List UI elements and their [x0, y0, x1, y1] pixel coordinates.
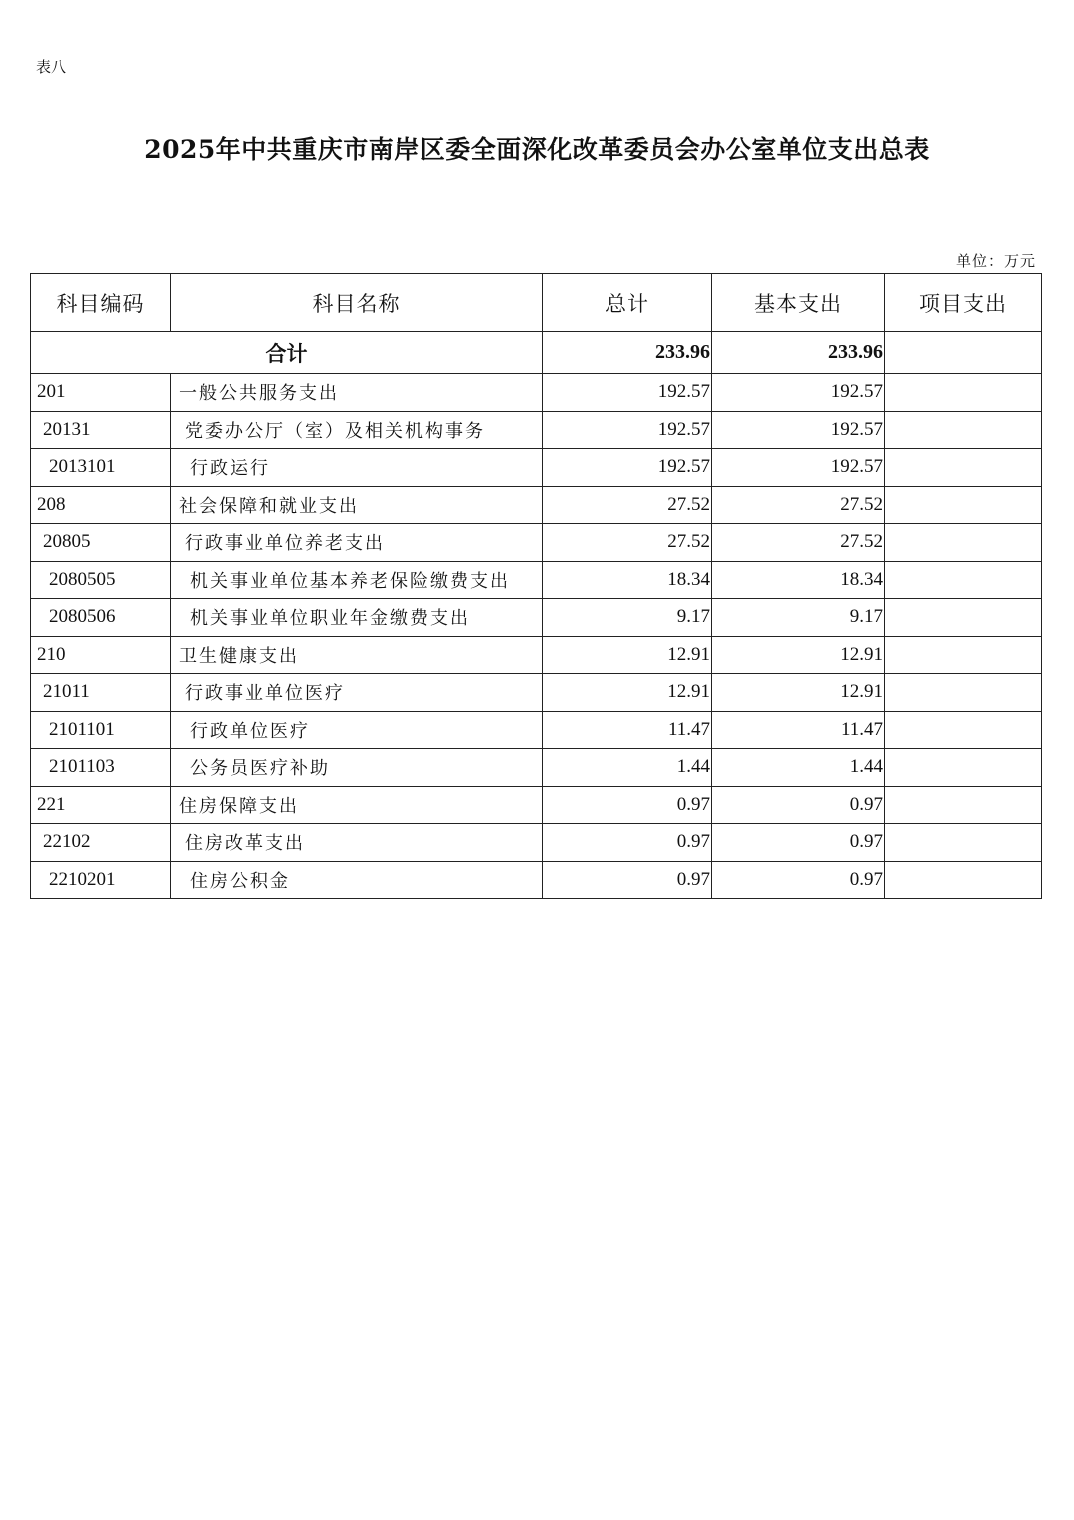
- summary-basic: 233.96: [712, 332, 885, 374]
- col-header-code: 科目编码: [31, 274, 171, 332]
- row-name: 机关事业单位基本养老保险缴费支出: [171, 561, 543, 599]
- col-header-project: 项目支出: [885, 274, 1042, 332]
- row-total: 192.57: [543, 449, 712, 487]
- row-total: 192.57: [543, 411, 712, 449]
- row-project: [885, 636, 1042, 674]
- table-row: [31, 411, 1042, 449]
- row-project: [885, 824, 1042, 862]
- summary-label: 合计: [31, 332, 543, 374]
- row-code: 2013101: [31, 449, 171, 487]
- row-total: 9.17: [543, 599, 712, 637]
- row-code: 22102: [31, 824, 171, 862]
- row-code: 201: [31, 374, 171, 412]
- col-header-basic: 基本支出: [712, 274, 885, 332]
- row-project: [885, 711, 1042, 749]
- table-row: [31, 711, 1042, 749]
- table-body: [31, 332, 1042, 899]
- row-basic: 27.52: [712, 486, 885, 524]
- table-row: [31, 749, 1042, 787]
- row-basic: 12.91: [712, 674, 885, 712]
- table-row: [31, 824, 1042, 862]
- summary-project: [885, 332, 1042, 374]
- row-project: [885, 674, 1042, 712]
- row-basic: 192.57: [712, 449, 885, 487]
- row-project: [885, 449, 1042, 487]
- row-name: 社会保障和就业支出: [171, 486, 543, 524]
- row-basic: 0.97: [712, 786, 885, 824]
- row-total: 11.47: [543, 711, 712, 749]
- row-total: 18.34: [543, 561, 712, 599]
- row-code: 2210201: [31, 861, 171, 899]
- row-code: 210: [31, 636, 171, 674]
- header-row: [31, 274, 1042, 332]
- row-name: 住房改革支出: [171, 824, 543, 862]
- col-header-total: 总计: [543, 274, 712, 332]
- row-name: 行政事业单位医疗: [171, 674, 543, 712]
- row-basic: 12.91: [712, 636, 885, 674]
- row-name: 公务员医疗补助: [171, 749, 543, 787]
- row-project: [885, 786, 1042, 824]
- row-name: 行政单位医疗: [171, 711, 543, 749]
- row-project: [885, 561, 1042, 599]
- row-code: 2080506: [31, 599, 171, 637]
- row-code: 21011: [31, 674, 171, 712]
- summary-total: 233.96: [543, 332, 712, 374]
- table-row: [31, 674, 1042, 712]
- row-total: 192.57: [543, 374, 712, 412]
- page-title: 2025年中共重庆市南岸区委全面深化改革委员会办公室单位支出总表: [144, 135, 930, 164]
- table-row: [31, 636, 1042, 674]
- row-name: 卫生健康支出: [171, 636, 543, 674]
- row-basic: 0.97: [712, 861, 885, 899]
- table-row: [31, 561, 1042, 599]
- row-name: 住房保障支出: [171, 786, 543, 824]
- row-project: [885, 374, 1042, 412]
- row-total: 27.52: [543, 486, 712, 524]
- table-row: [31, 599, 1042, 637]
- table-row: [31, 786, 1042, 824]
- row-name: 机关事业单位职业年金缴费支出: [171, 599, 543, 637]
- row-name: 行政运行: [171, 449, 543, 487]
- expenditure-table: [30, 273, 1042, 899]
- row-code: 2080505: [31, 561, 171, 599]
- row-total: 27.52: [543, 524, 712, 562]
- row-total: 0.97: [543, 861, 712, 899]
- row-code: 221: [31, 786, 171, 824]
- table-row: [31, 486, 1042, 524]
- row-name: 一般公共服务支出: [171, 374, 543, 412]
- row-project: [885, 524, 1042, 562]
- row-total: 12.91: [543, 636, 712, 674]
- table-row: [31, 524, 1042, 562]
- table-row: [31, 861, 1042, 899]
- row-basic: 9.17: [712, 599, 885, 637]
- row-basic: 27.52: [712, 524, 885, 562]
- col-header-name: 科目名称: [171, 274, 543, 332]
- row-code: 20131: [31, 411, 171, 449]
- row-code: 2101103: [31, 749, 171, 787]
- row-project: [885, 749, 1042, 787]
- row-project: [885, 411, 1042, 449]
- summary-row: [31, 332, 1042, 374]
- row-code: 20805: [31, 524, 171, 562]
- row-basic: 18.34: [712, 561, 885, 599]
- row-total: 12.91: [543, 674, 712, 712]
- row-code: 208: [31, 486, 171, 524]
- row-project: [885, 486, 1042, 524]
- table-row: [31, 374, 1042, 412]
- row-project: [885, 861, 1042, 899]
- row-basic: 11.47: [712, 711, 885, 749]
- row-code: 2101101: [31, 711, 171, 749]
- row-name: 党委办公厅（室）及相关机构事务: [171, 411, 543, 449]
- table-number: 表八: [36, 58, 67, 76]
- row-project: [885, 599, 1042, 637]
- row-total: 1.44: [543, 749, 712, 787]
- row-basic: 1.44: [712, 749, 885, 787]
- row-total: 0.97: [543, 824, 712, 862]
- unit-label: 单位：万元: [955, 252, 1036, 270]
- row-basic: 192.57: [712, 374, 885, 412]
- row-name: 行政事业单位养老支出: [171, 524, 543, 562]
- row-total: 0.97: [543, 786, 712, 824]
- row-basic: 0.97: [712, 824, 885, 862]
- table-row: [31, 449, 1042, 487]
- row-name: 住房公积金: [171, 861, 543, 899]
- row-basic: 192.57: [712, 411, 885, 449]
